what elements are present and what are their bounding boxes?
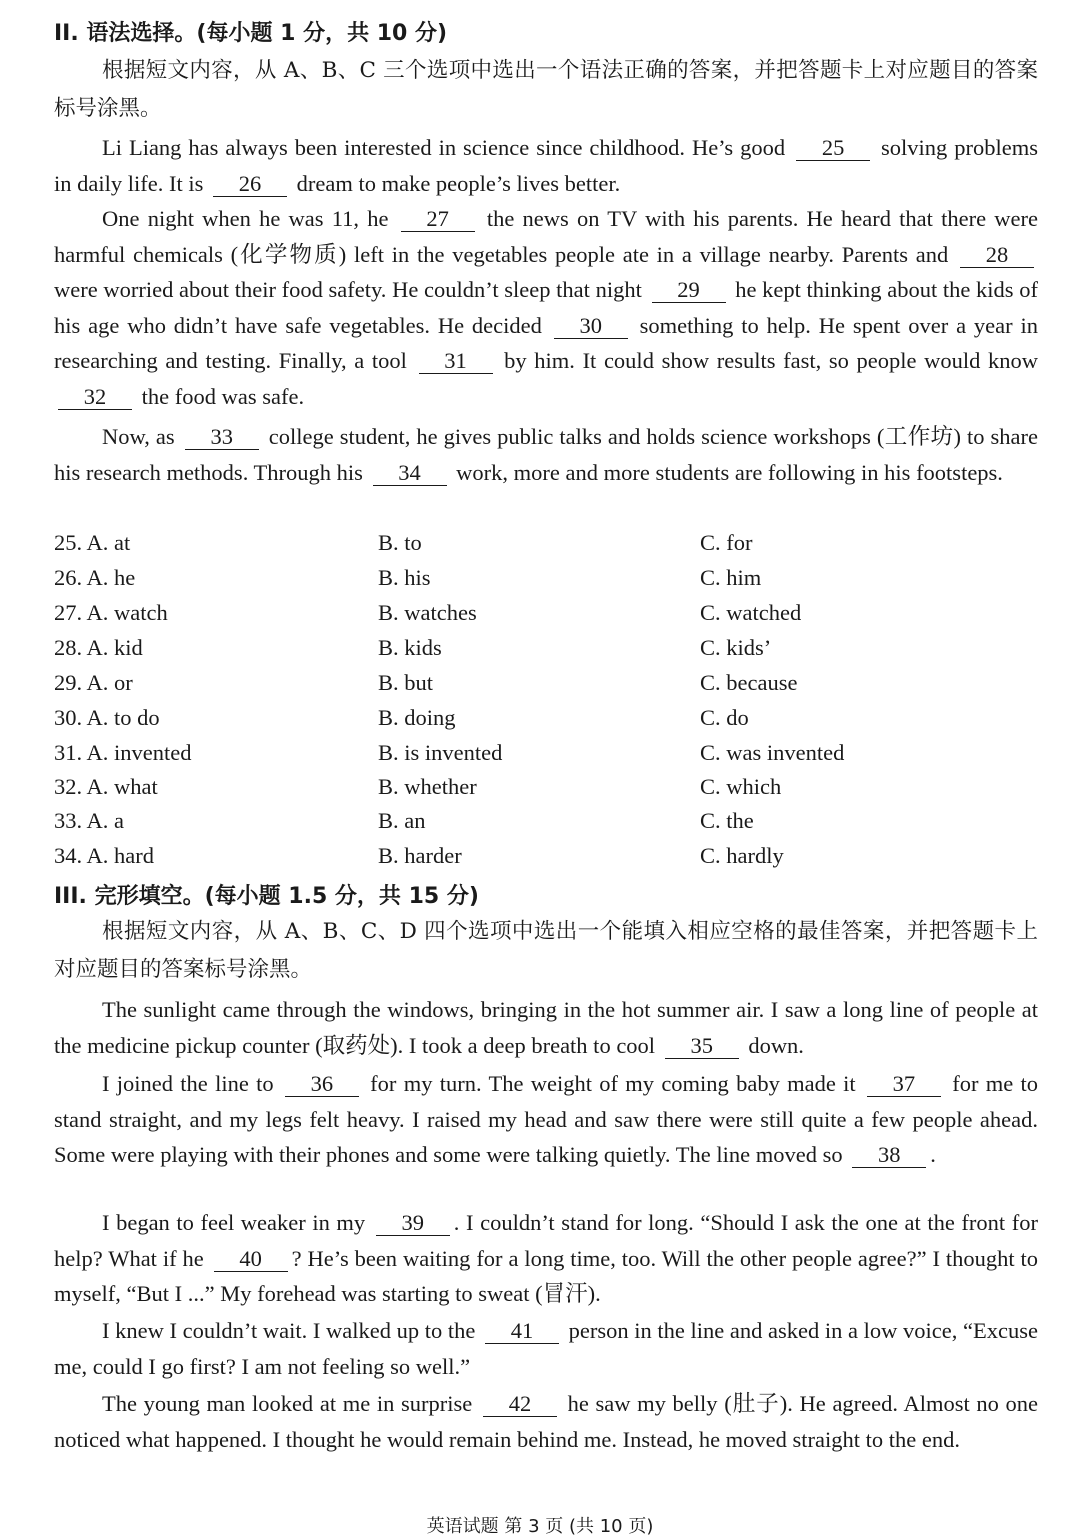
option-b: B. to	[378, 530, 422, 555]
option-row	[54, 600, 1038, 635]
answer-blank: 36	[285, 1072, 359, 1097]
answer-blank: 31	[419, 349, 493, 374]
answer-blank: 41	[485, 1319, 559, 1344]
option-b: B. but	[378, 670, 434, 695]
option-a: 32. A. what	[54, 774, 158, 799]
option-c: C. watched	[700, 600, 802, 625]
answer-blank: 35	[665, 1034, 739, 1059]
section-3-instruction: 根据短文内容，从 A、B、C、D 四个选项中选出一个能填入相应空格的最佳答案，并把答题卡上对应题目的答案标号涂黑。	[54, 919, 1038, 982]
passage-paragraph: Li Liang has always been interested in science since childhood. He’s good 25 solving problems in daily life. It is 26 dream to make people’s lives better.	[54, 135, 1038, 196]
answer-blank: 32	[58, 385, 132, 410]
answer-blank: 25	[796, 136, 870, 161]
section-3-heading: III. 完形填空。(每小题 1.5 分，共 15 分)	[54, 884, 479, 909]
option-row	[54, 705, 1038, 740]
option-a: 31. A. invented	[54, 740, 192, 765]
answer-blank: 30	[554, 314, 628, 339]
answer-blank: 34	[373, 461, 447, 486]
option-b: B. is invented	[378, 740, 503, 765]
option-c: C. because	[700, 670, 798, 695]
option-c: C. was invented	[700, 740, 845, 765]
option-row	[54, 530, 1038, 565]
option-c: C. do	[700, 705, 749, 730]
option-row	[54, 843, 1038, 878]
option-c: C. the	[700, 808, 754, 833]
answer-blank: 26	[213, 172, 287, 197]
option-a: 27. A. watch	[54, 600, 168, 625]
answer-blank: 29	[652, 278, 726, 303]
option-a: 26. A. he	[54, 565, 136, 590]
option-b: B. kids	[378, 635, 442, 660]
answer-blank: 28	[960, 243, 1034, 268]
option-row	[54, 808, 1038, 843]
section-2-instruction: 根据短文内容，从 A、B、C 三个选项中选出一个语法正确的答案，并把答题卡上对应题目的答案标号涂黑。	[54, 58, 1038, 121]
passage-paragraph: The young man looked at me in surprise 42 he saw my belly (肚子). He agreed. Almost no one noticed what happened. I thought he would remain behind me. Instead, he moved straight to the end.	[54, 1391, 1038, 1452]
option-c: C. kids’	[700, 635, 772, 660]
answer-blank: 33	[185, 425, 259, 450]
option-c: C. hardly	[700, 843, 784, 868]
answer-blank: 37	[867, 1072, 941, 1097]
option-row	[54, 565, 1038, 600]
option-c: C. which	[700, 774, 782, 799]
option-a: 25. A. at	[54, 530, 131, 555]
option-row	[54, 670, 1038, 705]
answer-blank: 39	[376, 1211, 450, 1236]
page-footer: 英语试题 第 3 页 (共 10 页)	[426, 1516, 654, 1537]
answer-blank: 38	[852, 1143, 926, 1168]
option-c: C. him	[700, 565, 762, 590]
option-b: B. an	[378, 808, 426, 833]
option-a: 33. A. a	[54, 808, 124, 833]
option-b: B. harder	[378, 843, 462, 868]
passage-paragraph: One night when he was 11, he 27 the news on TV with his parents. He heard that there were harmful chemicals (化学物质) left in the vegetables people ate in a village nearby. Parents and 28 were worried about their food safety. He couldn’t sleep that night 29 he kept thinking about the kids of his age who didn’t have safe vegetables. He decided 30 something to help. He spent over a year in researching and testing. Finally, a tool 31 by him. It could show results fast, so people would know 32 the food was safe.	[54, 206, 1038, 409]
section-2-heading: II. 语法选择。(每小题 1 分，共 10 分)	[54, 21, 448, 46]
passage-paragraph: The sunlight came through the windows, bringing in the hot summer air. I saw a long line of people at the medicine pickup counter (取药处). I took a deep breath to cool 35 down.	[54, 997, 1038, 1058]
option-b: B. his	[378, 565, 431, 590]
passage-paragraph: I knew I couldn’t wait. I walked up to the 41 person in the line and asked in a low voice, “Excuse me, could I go first? I am not feeling so well.”	[54, 1318, 1038, 1379]
option-a: 28. A. kid	[54, 635, 143, 660]
option-a: 29. A. or	[54, 670, 133, 695]
option-row	[54, 740, 1038, 775]
option-b: B. whether	[378, 774, 477, 799]
option-b: B. watches	[378, 600, 477, 625]
answer-blank: 40	[214, 1247, 288, 1272]
passage-paragraph: Now, as 33 college student, he gives public talks and holds science workshops (工作坊) to share his research methods. Through his 34 work, more and more students are following in his footsteps.	[54, 424, 1038, 485]
option-a: 30. A. to do	[54, 705, 160, 730]
passage-paragraph: I joined the line to 36 for my turn. The weight of my coming baby made it 37 for me to stand straight, and my legs felt heavy. I raised my head and saw there were still quite a few people ahead. Some were playing with their phones and some were talking quietly. The line moved so 38 .	[54, 1071, 1038, 1167]
answer-blank: 42	[483, 1392, 557, 1417]
passage-paragraph: I began to feel weaker in my 39 . I couldn’t stand for long. “Should I ask the one at the front for help? What if he 40 ? He’s been waiting for a long time, too. Will the other people agree?” I thought to myself, “But I ...” My forehead was starting to sweat (冒汗).	[54, 1210, 1038, 1306]
option-b: B. doing	[378, 705, 456, 730]
option-row	[54, 635, 1038, 670]
option-c: C. for	[700, 530, 753, 555]
option-row	[54, 774, 1038, 809]
option-a: 34. A. hard	[54, 843, 154, 868]
answer-blank: 27	[401, 207, 475, 232]
